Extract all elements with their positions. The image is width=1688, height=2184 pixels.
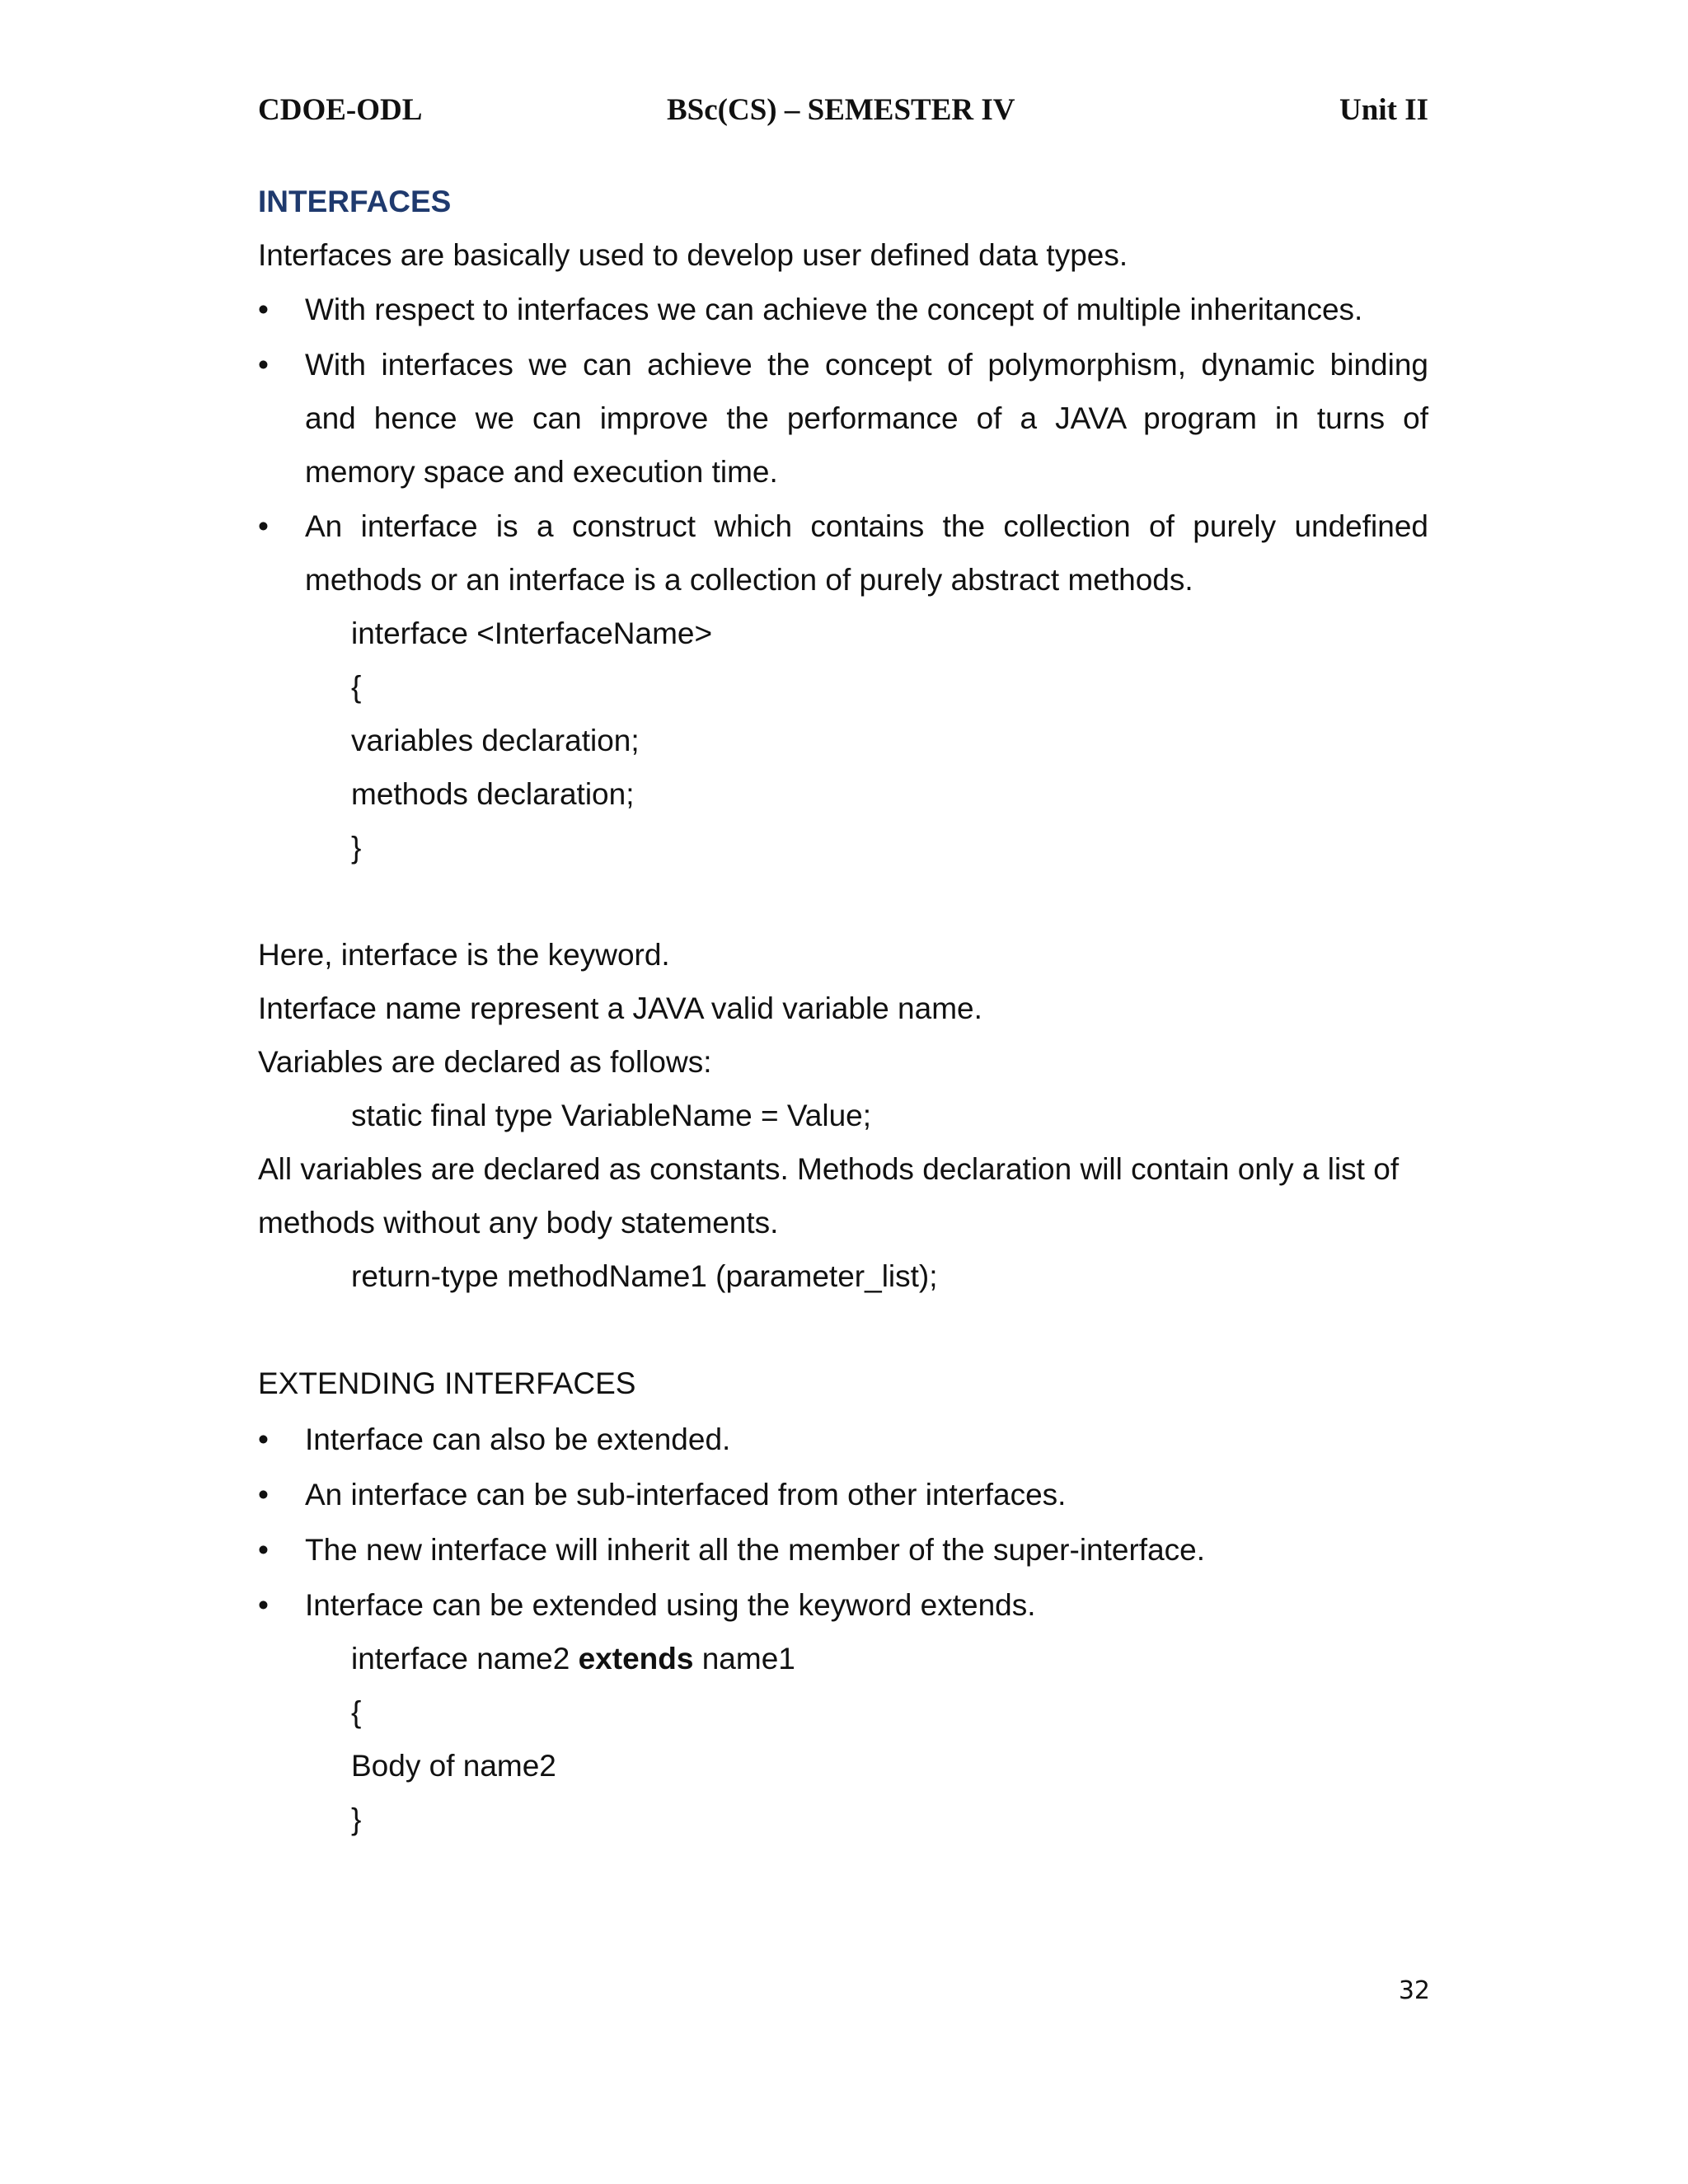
code-line: } (351, 831, 362, 865)
page-number: 32 (1398, 1976, 1430, 2005)
header-left: CDOE-ODL (258, 93, 423, 127)
bullet-item: Interface can be extended using the keyword extends. (305, 1588, 1036, 1622)
bullet-item: The new interface will inherit all the member of the super-interface. (305, 1533, 1206, 1567)
code-line: static final type VariableName = Value; (351, 1099, 872, 1132)
bullet-marker: • (258, 1478, 269, 1511)
bullet-item: Interface can also be extended. (305, 1422, 731, 1456)
bullet-marker: • (258, 1422, 269, 1456)
note-line: Here, interface is the keyword. (258, 938, 670, 972)
note-line: methods without any body statements. (258, 1206, 779, 1240)
bullet-item: An interface can be sub-interfaced from other interfaces. (305, 1478, 1067, 1511)
code-text: interface name2 (351, 1642, 579, 1675)
bullet-marker: • (258, 293, 269, 326)
code-line: { (351, 1695, 362, 1729)
code-line: Body of name2 (351, 1749, 556, 1783)
bullet-marker: • (258, 348, 269, 382)
code-line: methods declaration; (351, 777, 635, 811)
bullet-marker: • (258, 509, 269, 543)
header-right: Unit II (1339, 93, 1428, 127)
bullet-item-line: and hence we can improve the performance of a JAVA program in turns of (305, 401, 1428, 435)
bullet-item: With respect to interfaces we can achieve the concept of multiple inheritances. (305, 293, 1363, 326)
note-line: Variables are declared as follows: (258, 1045, 712, 1079)
code-line: interface <InterfaceName> (351, 616, 713, 650)
code-line: variables declaration; (351, 724, 640, 757)
note-line: All variables are declared as constants. Methods declaration will contain only a list of (258, 1152, 1400, 1186)
bullet-marker: • (258, 1588, 269, 1622)
code-text: name1 (693, 1642, 795, 1675)
page-header (258, 92, 1428, 134)
bullet-item-line: An interface is a construct which contains the collection of purely undefined (305, 509, 1428, 543)
bullet-item-line: methods or an interface is a collection of purely abstract methods. (305, 563, 1193, 597)
section-title-interfaces: INTERFACES (258, 185, 452, 218)
bullet-marker: • (258, 1533, 269, 1567)
note-line: Interface name represent a JAVA valid variable name. (258, 991, 982, 1025)
code-keyword: extends (578, 1642, 694, 1675)
intro-paragraph: Interfaces are basically used to develop user defined data types. (258, 238, 1128, 272)
header-center: BSc(CS) – SEMESTER IV (667, 93, 1015, 127)
bullet-item-line: With interfaces we can achieve the concept of polymorphism, dynamic binding (305, 348, 1428, 382)
code-line: { (351, 670, 362, 704)
section-title-extending-interfaces: EXTENDING INTERFACES (258, 1366, 636, 1400)
code-line (351, 1638, 795, 1680)
bullet-item-line: memory space and execution time. (305, 455, 778, 489)
code-line: return-type methodName1 (parameter_list); (351, 1259, 938, 1293)
code-line: } (351, 1802, 362, 1836)
